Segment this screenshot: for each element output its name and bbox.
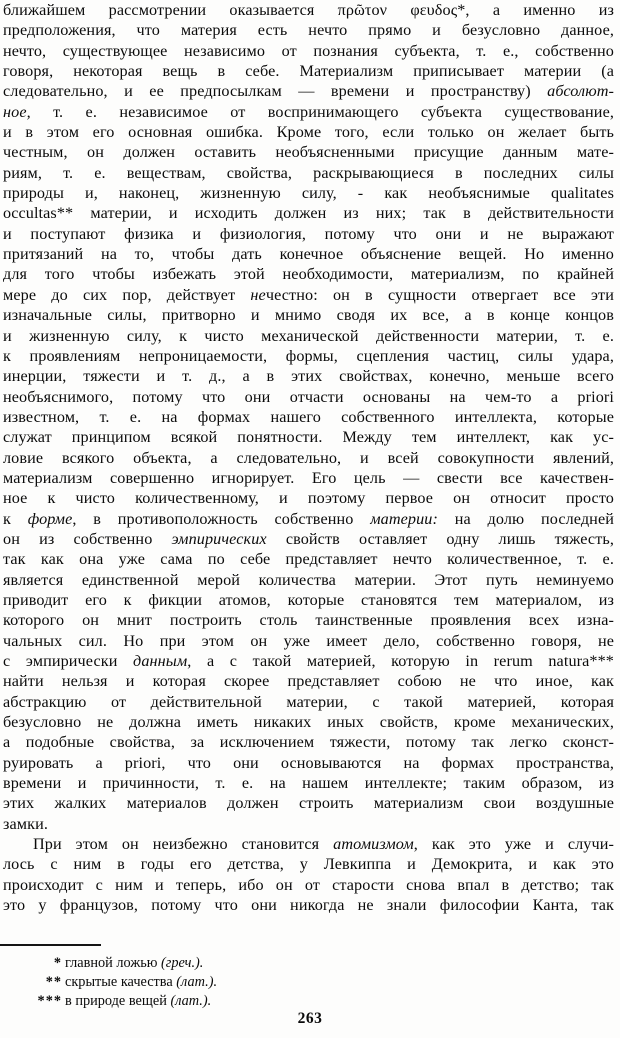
footnote-text (65, 954, 203, 973)
text-line (3, 631, 614, 651)
text-segment: следовательно, и ее предпосылкам — времени и пространству) (3, 82, 548, 101)
text-segment: эмпирических (171, 529, 267, 548)
text-line (3, 81, 614, 101)
text-segment: с эмпирически (3, 652, 134, 670)
text-line (3, 61, 614, 81)
text-segment: ное к чисто количественному, и поэтому первое он относит просто (3, 489, 614, 508)
text-line (3, 448, 614, 468)
text-segment: а подобные свойства, за исключением тяжести, потому так легко сконст- (3, 733, 614, 752)
text-line (3, 387, 614, 407)
text-segment: найти нельзя и которая скорее представляет собою не что иное, как (3, 672, 614, 691)
text-line (3, 366, 614, 386)
text-segment: служат принципом всякой понятности. Между тем интеллект, как ус- (3, 428, 614, 447)
text-line (3, 41, 614, 61)
text-segment: которого он мнит построить столь таинственные проявления всех изна- (3, 611, 614, 630)
text-segment: изначальные силы, притворно и мнимо сводя их все, а в конце концов (3, 306, 614, 325)
text-segment: замки. (3, 814, 48, 833)
footnote-row (12, 973, 614, 992)
text-line (3, 203, 614, 223)
text-segment: безусловно не должна иметь никаких иных свойств, кроме механических, (3, 713, 614, 732)
footnote-marker: *** (37, 992, 62, 1009)
footnote-text (65, 973, 217, 992)
text-line (3, 346, 614, 366)
text-segment: мере до сих пор, действует (3, 285, 251, 304)
footnote-marker: ** (45, 973, 62, 990)
text-segment: и поступают физика и физиология, потому что они и не выражают (3, 224, 614, 243)
text-segment: ближайшем рассмотрении оказывается πρῶτον φευδος*, а именно из (3, 1, 614, 19)
text-segment: природы и, наконец, жизненную силу, - как необъяснимые qualitates (3, 184, 614, 203)
text-line (3, 264, 614, 284)
text-segment: так как она уже сама по себе представляет нечто количественное, т. е. (3, 550, 614, 569)
text-line (3, 407, 614, 427)
text-segment: говоря, некоторая вещь в себе. Материализм приписывает материи (а (3, 62, 614, 81)
text-segment: инерции, тяжести и т. д., а в этих свойствах, конечно, меньше всего (3, 367, 614, 386)
text-segment: материализм совершенно игнорирует. Его цель — свести все качествен- (3, 468, 614, 487)
text-segment: честным, он должен оставить необъясненными присущие данным мате- (3, 143, 614, 162)
text-segment: притязаний на то, чтобы дать конечное объяснение вещей. Но именно (3, 245, 614, 264)
text-segment: известном, т. е. на формах нашего собственного интеллекта, которые (3, 407, 614, 426)
text-line (3, 529, 614, 549)
text-segment: абсолют- (547, 82, 614, 101)
text-segment: главной ложью (65, 955, 161, 971)
text-line (3, 692, 614, 712)
text-segment: , в противоположность собственно (72, 509, 371, 528)
text-line (3, 590, 614, 610)
text-segment: ловие всякого объекта, а следовательно, и всей совокупности явлений, (3, 448, 614, 467)
body-text (3, 0, 614, 915)
text-segment: occultas** материи, и исходить должен из них; так в действительности (3, 204, 614, 223)
text-segment: материи: (370, 509, 438, 528)
text-segment: т. е. независимое от воспринимающего субъекта существование, (30, 102, 614, 121)
text-line (3, 712, 614, 732)
text-line (3, 570, 614, 590)
text-line (3, 326, 614, 346)
text-line (3, 468, 614, 488)
text-segment: риям, т. е. веществам, свойства, раскрывающиеся в последних силы (3, 163, 614, 182)
text-line (3, 753, 614, 773)
text-segment: в природе вещей (65, 992, 171, 1009)
text-line (3, 305, 614, 325)
text-segment: (греч.). (160, 955, 204, 971)
text-line (3, 488, 614, 508)
text-segment: к (3, 509, 28, 528)
text-segment: он из собственно (3, 529, 172, 548)
text-segment: форме (27, 509, 73, 528)
footnotes (12, 954, 614, 1010)
text-segment: свойств оставляет одну лишь тяжесть, (266, 529, 614, 548)
text-segment: ное, (3, 102, 31, 121)
text-line (3, 732, 614, 752)
text-segment: предположения, что материя есть нечто прямо и безусловно данное, (3, 21, 614, 40)
footnote-marker: * (53, 955, 62, 971)
text-segment: честно: он в сущности отвергает все эти (265, 285, 614, 304)
text-line (3, 0, 614, 20)
text-segment: руировать a priori, что они основываются на формах пространства, (3, 753, 614, 772)
text-line (3, 224, 614, 244)
text-segment: данным (133, 652, 188, 670)
text-line (3, 427, 614, 447)
text-line (3, 102, 614, 122)
text-segment: чальных сил. Но при этом он уже имеет дело, собственно говоря, не (3, 631, 614, 650)
text-segment: нечто, существующее независимо от познания субъекта, т. е., собственно (3, 41, 614, 60)
text-line (3, 549, 614, 569)
text-segment: времени и причинности, т. е. на нашем интеллекте; таким образом, из (3, 774, 614, 793)
text-line (3, 834, 614, 854)
text-segment: этих жалких материалов должен строить материализм свои воздушные (3, 794, 614, 813)
text-line (3, 671, 614, 691)
text-segment: атомизмом (333, 835, 414, 854)
text-segment: При этом он неизбежно становится (33, 835, 334, 854)
text-segment: абстракцию от действительной материи, с такой материей, которая (3, 692, 614, 711)
text-segment: (лат.). (170, 992, 212, 1009)
text-line (3, 20, 614, 40)
text-segment: к проявлениям непроницаемости, формы, сцепления частиц, силы удара, (3, 346, 614, 365)
text-line (3, 163, 614, 183)
text-segment: приводит его к фикции атомов, которые становятся тем материалом, из (3, 590, 614, 609)
text-segment: и жизненную силу, к чисто механической действенности материи, т. е. (3, 326, 614, 345)
text-segment: необъяснимого, потому что они отчасти основаны на чем-то a priori (3, 387, 614, 406)
text-line (3, 142, 614, 162)
text-segment: лось с ним в годы его детства, у Левкиппа и Демокрита, и как это (3, 855, 614, 874)
text-segment: скрытые качества (65, 973, 177, 990)
text-segment: (лат.). (176, 973, 218, 990)
text-line (3, 183, 614, 203)
footnote-text (65, 992, 211, 1011)
text-segment: , а с такой материей, которую in rerum natura*** (187, 652, 614, 670)
text-line (3, 875, 614, 895)
text-segment: , как это уже и случи- (413, 835, 614, 854)
text-segment: происходит с ним и теперь, ибо он от старости снова впал в детство; так (3, 875, 614, 894)
text-line (3, 122, 614, 142)
text-segment: на долю последней (437, 509, 614, 528)
text-line (3, 773, 614, 793)
text-line (3, 244, 614, 264)
footnote-row (12, 954, 614, 973)
text-line (3, 895, 614, 915)
text-segment: и в этом его основная ошибка. Кроме того, если только он желает быть (3, 123, 614, 142)
text-segment: не (250, 285, 266, 304)
text-line (3, 651, 614, 671)
page-number: 263 (297, 1010, 323, 1027)
text-line (3, 814, 614, 834)
text-line (3, 854, 614, 874)
footnote-row (12, 992, 614, 1011)
text-line (3, 610, 614, 630)
text-line (3, 793, 614, 813)
text-segment: является единственной мерой количества материи. Этот путь неминуемо (3, 570, 614, 589)
text-segment: для того чтобы избежать этой необходимости, материализм, по крайней (3, 265, 614, 284)
text-line (3, 509, 614, 529)
footnote-separator (0, 944, 101, 946)
text-segment: это у французов, потому что они никогда не знали философии Канта, так (3, 896, 614, 915)
text-line (3, 285, 614, 305)
